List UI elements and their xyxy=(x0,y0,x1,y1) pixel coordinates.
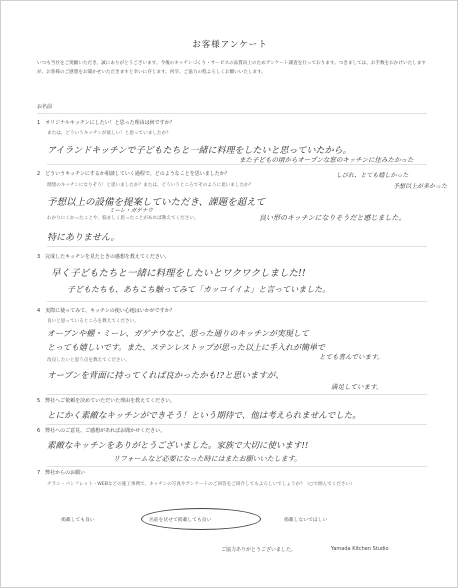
question-1-sub: または、どういうキッチンが欲しい！と思っていましたか？ xyxy=(47,131,171,136)
answer-2-line-2: 良い形のキッチンになりそうだと感じました。 xyxy=(259,214,406,222)
question-6: 6 弊社へのご意見、ご感想があればお聞かせください。 xyxy=(37,428,166,434)
answer-2-line-3: 特にありません。 xyxy=(47,233,120,243)
question-4-extra: 改良したいと思う点を教えてください。 xyxy=(47,358,130,363)
answer-1-line-1: アイランドキッチンで子どもたちと一緒に料理をしたいと思っていたから。 xyxy=(47,146,352,156)
answer-6-line-2: リフォームなど必要になった時にはまたお願いいたします。 xyxy=(113,455,302,463)
page-title: お客様アンケート xyxy=(192,40,268,50)
answer-4-line-1: オーブンや棚・ミーレ、ガゲナウなど、思った通りのキッチンが実現して xyxy=(47,329,309,338)
answer-5-line-1: とにかく素敵なキッチンができそう！という期待で、他は考えられませんでした。 xyxy=(47,411,361,421)
rule xyxy=(47,424,427,425)
question-2: 2 どういうキッチンにするか相談していく過程で、どのようなことを思いましたか？ xyxy=(37,171,230,177)
question-3: 3 完成したキッチンを見たときの感想を教えてください。 xyxy=(37,254,170,260)
company-name: Yamada Kitchen Studio xyxy=(331,546,389,552)
rule xyxy=(47,246,427,247)
answer-4-line-2: とっても嬉しいです。また、ステンレストップが思った以上に手入れが簡単で xyxy=(47,343,325,352)
name-label: お名前 xyxy=(37,104,53,110)
answer-1-line-2: また子どもの頃からオープンな窓のキッチンに住みたかった xyxy=(239,156,414,164)
question-5: 5 弊社へご依頼を決めていただいた理由を教えてください。 xyxy=(37,398,176,404)
question-2-sub: 理想のキッチンになりそう！と思いましたか？または、どういうところでそのように思いましたか？ xyxy=(47,183,254,188)
question-1: 1 オリジナルキッチンにしたい！と思った理由は何ですか？ xyxy=(37,120,175,126)
thanks-text: ご協力ありがとうございました。 xyxy=(221,547,297,553)
rule xyxy=(47,466,427,467)
name-line xyxy=(37,113,427,114)
answer-2-note-1: しびれ、とても嬉しかった xyxy=(336,172,409,179)
question-7-extra: チラシ・パンフレット・WEBなどの施工事例で、キッチンの写真やアンケートのご回答をご紹介してもよろしいでしょうか？（○で囲んでください） xyxy=(47,482,355,487)
rule xyxy=(47,394,427,395)
answer-2-note-3: ミーレ・ガゲナウ xyxy=(109,208,153,214)
question-2-extra: わかりにくかったことや、悩ましく思ったことがあれば教えてください。 xyxy=(47,216,199,221)
question-7: 7 弊社からのお願い xyxy=(37,470,86,476)
option-publish[interactable]: 掲載しても良い xyxy=(61,518,95,523)
answer-3-line-1: 早く子どもたちと一緒に料理をしたいとワクワクしました!! xyxy=(51,268,306,279)
answer-3-line-2: 子どもたちも、あちこち触ってみて「カッコイイよ」と言っていました。 xyxy=(67,285,331,294)
option-publish-anonymous[interactable]: 名前を伏せて掲載しても良い xyxy=(149,518,212,523)
question-4-sub: 良いと思っているところを教えてください。 xyxy=(47,319,139,324)
rule xyxy=(47,164,427,165)
intro-text: いつも当社をご愛顧いただき、誠にありがとうございます。今後のキッチンづくり・サービスの品質向上のためアンケート調査を行っております。つきましては、お手数をおかけいたしますが、お客様のご感想をお聞かせいただきますと幸いに存じます。何卒、ご協力の程よろしくお願いいたします。 xyxy=(37,61,426,75)
answer-4-line-3: とても喜んでいます。 xyxy=(319,353,384,361)
option-do-not-publish[interactable]: 掲載しないでほしい xyxy=(284,518,328,523)
rule xyxy=(47,301,427,302)
answer-2-line-1: 予想以上の設備を提案していただき、課題を超えて xyxy=(47,197,266,208)
answer-4-line-5: 満足しています。 xyxy=(331,383,383,391)
answer-6-line-1: 素敵なキッチンをありがとうございました。家族で大切に使います!! xyxy=(47,441,309,451)
question-4: 4 実際に使ってみて、キッチンの使い心地はいかがですか？ xyxy=(37,308,175,314)
answer-4-line-4: オーブンを背面に持ってくれば良かったかも!?と思いますが、 xyxy=(47,371,284,381)
answer-2-note-2: 予想以上が多かった xyxy=(393,183,448,190)
